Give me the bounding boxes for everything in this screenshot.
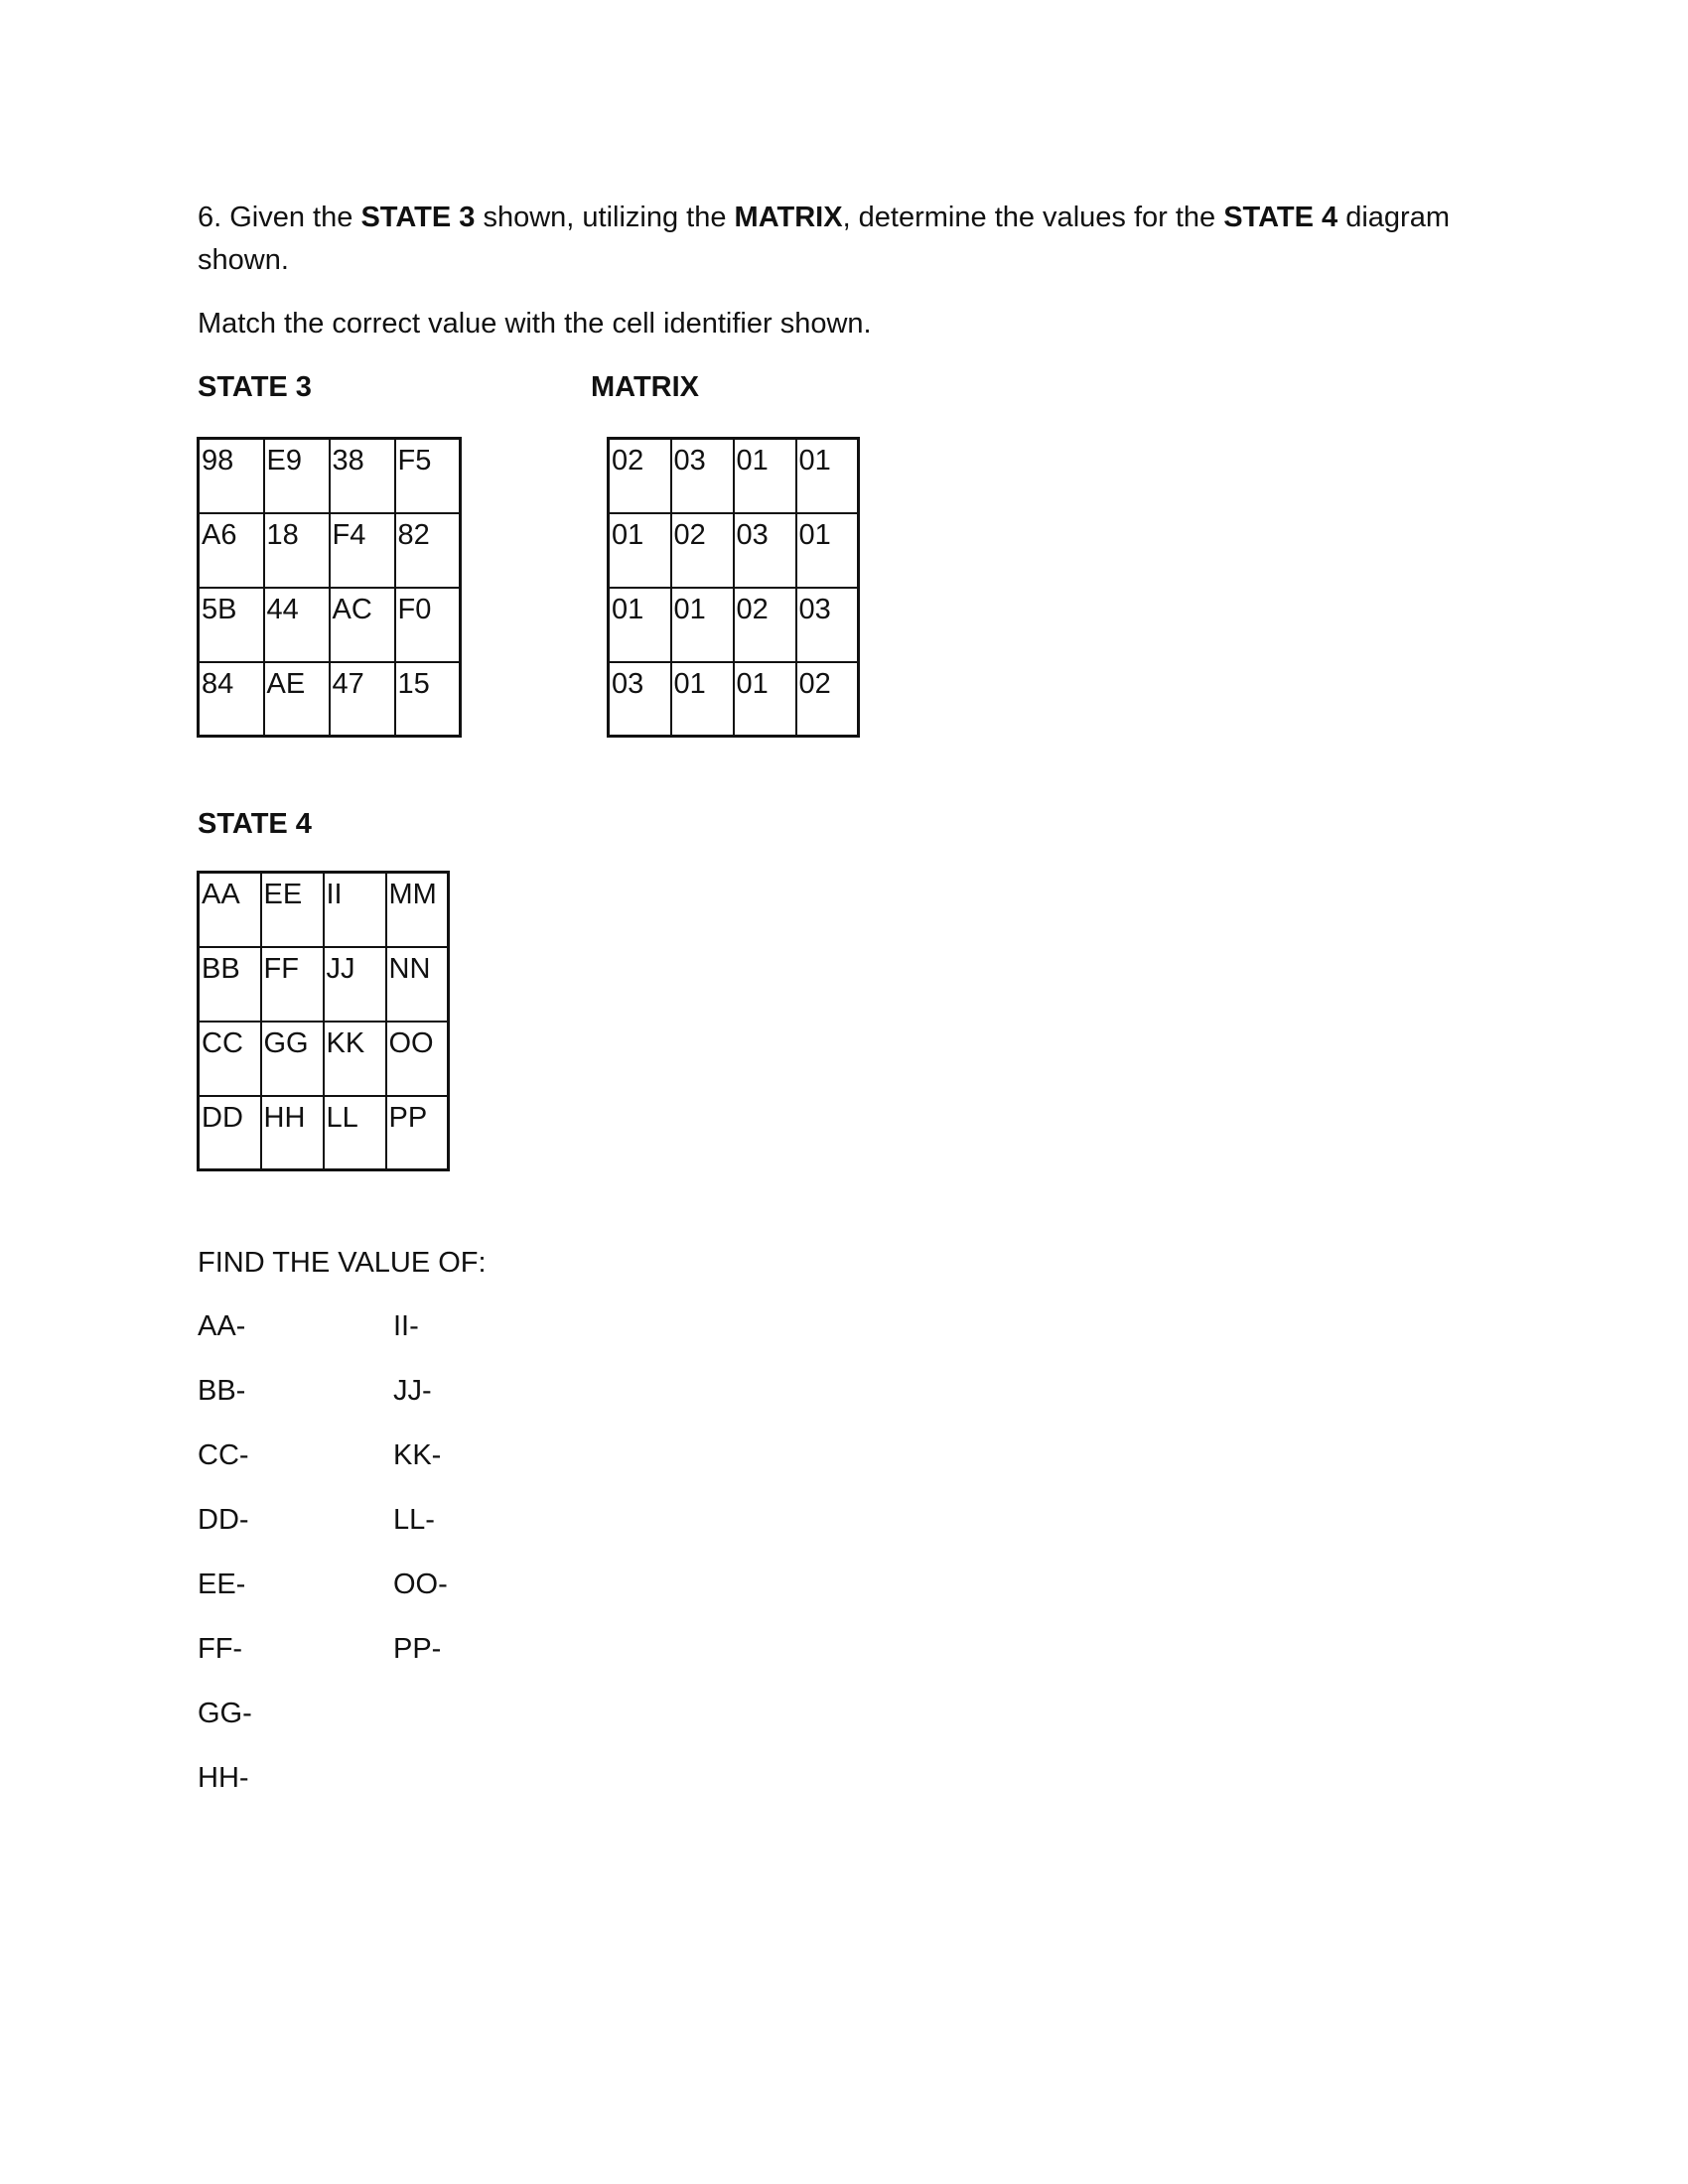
matrix-cell: 03: [609, 662, 671, 737]
state4-heading: STATE 4: [198, 808, 312, 840]
matrix-cell: 01: [609, 513, 671, 588]
matrix-cell: 03: [796, 588, 859, 662]
state4-cell: JJ: [324, 947, 386, 1022]
state3-cell: 44: [264, 588, 330, 662]
state4-cell: GG: [261, 1022, 324, 1096]
state3-cell: F5: [395, 439, 461, 513]
find-item: GG-: [198, 1698, 252, 1729]
state3-row: [199, 588, 461, 662]
state3-cell: E9: [264, 439, 330, 513]
find-item: FF-: [198, 1633, 243, 1665]
question-part-2: shown, utilizing the: [475, 202, 735, 233]
state4-cell: PP: [386, 1096, 449, 1170]
state4-cell: II: [324, 873, 386, 947]
question-bold-state3: STATE 3: [360, 202, 476, 233]
find-item: EE-: [198, 1569, 246, 1600]
state3-cell: 18: [264, 513, 330, 588]
state4-cell: EE: [261, 873, 324, 947]
state4-row: [199, 873, 449, 947]
state4-cell: FF: [261, 947, 324, 1022]
state4-cell: AA: [199, 873, 261, 947]
matrix-cell: 02: [796, 662, 859, 737]
matrix-cell: 01: [609, 588, 671, 662]
state3-row: [199, 513, 461, 588]
find-item: JJ-: [393, 1375, 432, 1407]
state4-cell: DD: [199, 1096, 261, 1170]
find-item: II-: [393, 1310, 419, 1342]
state4-cell: KK: [324, 1022, 386, 1096]
state3-cell: F0: [395, 588, 461, 662]
find-item: OO-: [393, 1569, 448, 1600]
state4-cell: OO: [386, 1022, 449, 1096]
question-text: [198, 197, 1488, 282]
state4-cell: BB: [199, 947, 261, 1022]
find-item: DD-: [198, 1504, 249, 1536]
find-item: AA-: [198, 1310, 246, 1342]
state3-grid: [197, 437, 462, 738]
find-title: FIND THE VALUE OF:: [198, 1247, 487, 1279]
matrix-row: [609, 588, 859, 662]
state3-cell: 5B: [199, 588, 264, 662]
find-item: LL-: [393, 1504, 435, 1536]
matrix-grid: [607, 437, 860, 738]
state4-cell: MM: [386, 873, 449, 947]
matrix-heading: MATRIX: [591, 371, 700, 403]
find-item: KK-: [393, 1439, 442, 1471]
state3-cell: 47: [330, 662, 395, 737]
question-bold-matrix: MATRIX: [734, 202, 843, 233]
state3-cell: 38: [330, 439, 395, 513]
state4-cell: NN: [386, 947, 449, 1022]
find-item: CC-: [198, 1439, 249, 1471]
matrix-cell: 03: [734, 513, 796, 588]
state4-cell: HH: [261, 1096, 324, 1170]
state3-row: [199, 662, 461, 737]
state3-cell: 82: [395, 513, 461, 588]
matrix-cell: 01: [671, 588, 734, 662]
matrix-cell: 03: [671, 439, 734, 513]
state4-row: [199, 947, 449, 1022]
matrix-cell: 02: [609, 439, 671, 513]
find-item: PP-: [393, 1633, 442, 1665]
matrix-row: [609, 662, 859, 737]
instruction-text: Match the correct value with the cell identifier shown.: [198, 308, 872, 340]
question-part-1: 6. Given the: [198, 202, 361, 233]
matrix-cell: 02: [734, 588, 796, 662]
matrix-row: [609, 513, 859, 588]
state3-cell: 98: [199, 439, 264, 513]
question-bold-state4: STATE 4: [1223, 202, 1338, 233]
matrix-cell: 01: [671, 662, 734, 737]
state4-cell: LL: [324, 1096, 386, 1170]
find-item: BB-: [198, 1375, 246, 1407]
state3-row: [199, 439, 461, 513]
state3-cell: AC: [330, 588, 395, 662]
state3-cell: AE: [264, 662, 330, 737]
matrix-cell: 01: [796, 513, 859, 588]
find-item: HH-: [198, 1762, 249, 1794]
state3-heading: STATE 3: [198, 371, 312, 403]
state3-cell: A6: [199, 513, 264, 588]
matrix-cell: 01: [734, 439, 796, 513]
state3-cell: 84: [199, 662, 264, 737]
matrix-cell: 02: [671, 513, 734, 588]
state3-cell: F4: [330, 513, 395, 588]
question-part-3: , determine the values for the: [842, 202, 1224, 233]
state4-row: [199, 1096, 449, 1170]
state4-row: [199, 1022, 449, 1096]
matrix-row: [609, 439, 859, 513]
question-part-4: diagram shown.: [198, 202, 1450, 276]
matrix-cell: 01: [734, 662, 796, 737]
state4-cell: CC: [199, 1022, 261, 1096]
state4-grid: [197, 871, 450, 1171]
matrix-cell: 01: [796, 439, 859, 513]
state3-cell: 15: [395, 662, 461, 737]
